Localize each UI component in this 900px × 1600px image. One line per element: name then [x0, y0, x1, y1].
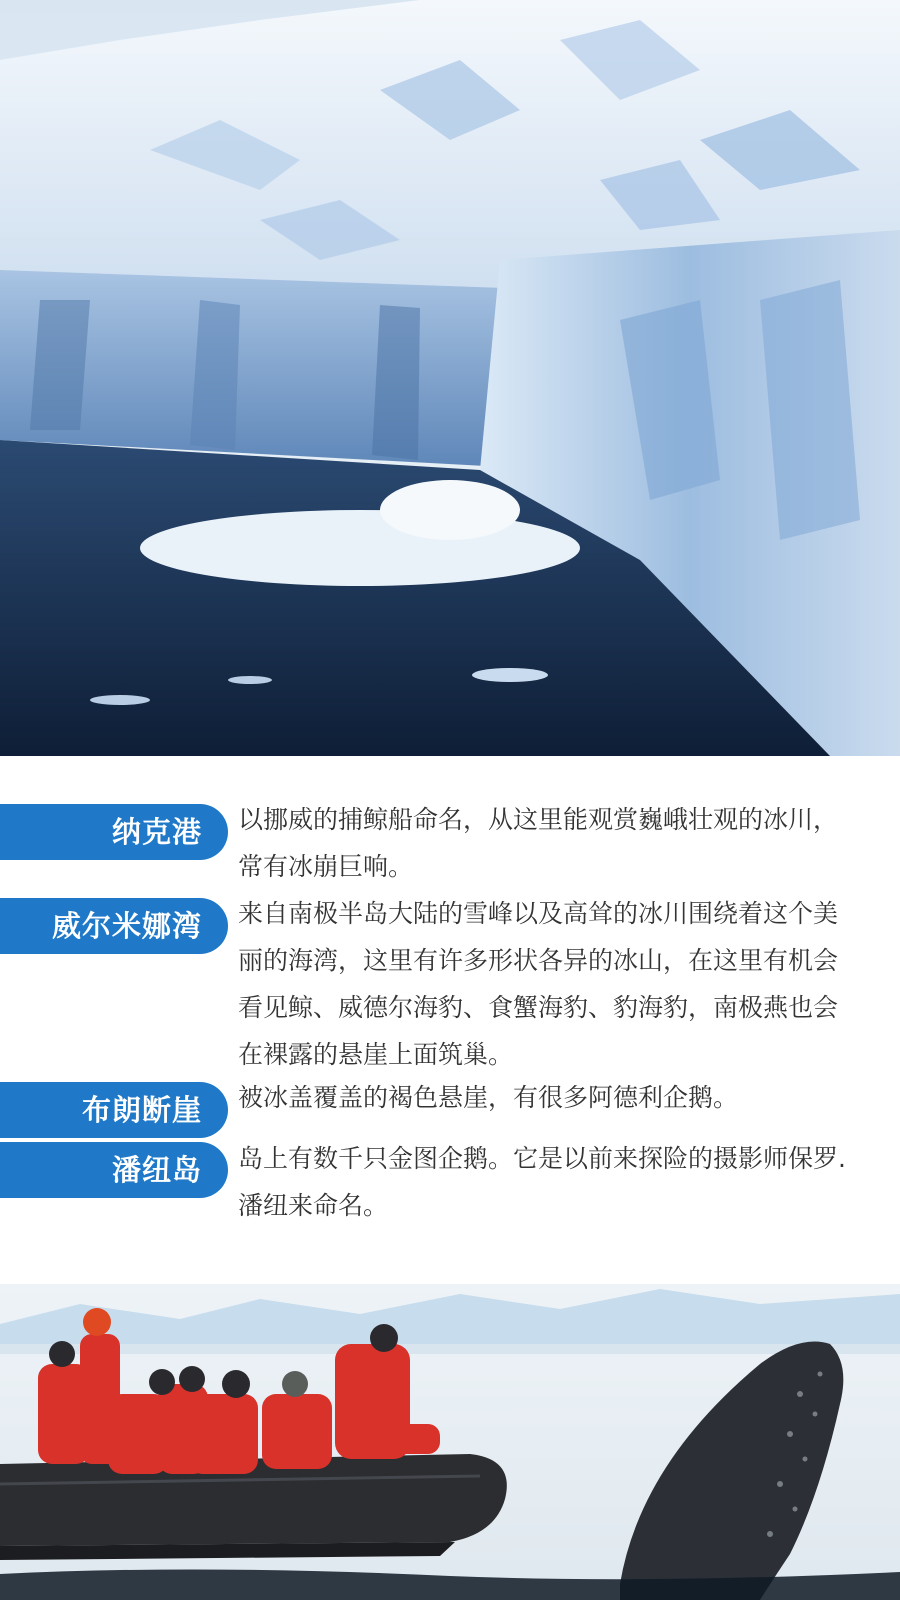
whale-boat-photo: [0, 1284, 900, 1600]
spot-tag-3: 布朗断崖: [0, 1082, 228, 1138]
spot-desc-2: 来自南极半岛大陆的雪峰以及高耸的冰川围绕着这个美丽的海湾，这里有许多形状各异的冰山，在这里有机会看见鲸、威德尔海豹、食蟹海豹、豹海豹，南极燕也会在裸露的悬崖上面筑巢。: [238, 899, 839, 1069]
spot-desc-4: 岛上有数千只金图企鹅。它是以前来探险的摄影师保罗.潘纽来命名。: [238, 1144, 846, 1220]
spot-tag-2: 威尔米娜湾: [0, 898, 228, 954]
spot-desc-1: 以挪威的捕鲸船命名，从这里能观赏巍峨壮观的冰川，常有冰崩巨响。: [238, 805, 839, 881]
glacier-photo: [0, 0, 900, 756]
spot-tag-1: 纳克港: [0, 804, 228, 860]
spot-tag-4: 潘纽岛: [0, 1142, 228, 1198]
spot-desc-3: 被冰盖覆盖的褐色悬崖，有很多阿德利企鹅。: [238, 1083, 739, 1112]
